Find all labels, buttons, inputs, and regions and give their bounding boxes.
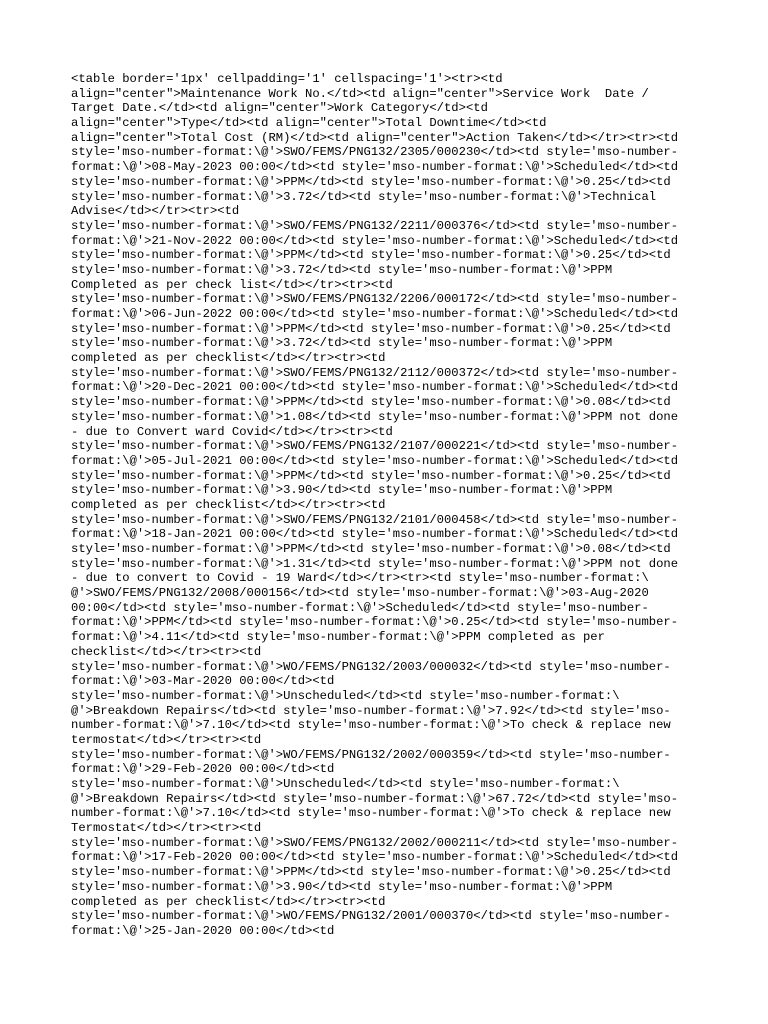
text-line: style='mso-number-format:\@'>3.90</td><td style='mso-number-format:\@'>PPM (71, 483, 613, 498)
text-line: format:\@'>06-Jun-2022 00:00</td><td style='mso-number-format:\@'>Scheduled</td><td (71, 307, 679, 321)
text-line: style='mso-number-format:\@'>1.08</td><td style='mso-number-format:\@'>PPM not done (71, 409, 679, 424)
text-line: format:\@'>PPM</td><td style='mso-number-format:\@'>0.25</td><td style='mso-number- (71, 615, 679, 630)
text-line: @'>Breakdown Repairs</td><td style='mso-number-format:\@'>67.72</td><td style='mso- (71, 791, 679, 806)
text-line: Termostat</td></tr><tr><td (71, 821, 262, 836)
text-line: style='mso-number-format:\@'>PPM</td><td style='mso-number-format:\@'>0.25</td><td (71, 468, 671, 483)
text-line: - due to convert to Covid - 19 Ward</td></tr><tr><td style='mso-number-format:\ (71, 571, 649, 586)
text-line: style='mso-number-format:\@'>1.31</td><td style='mso-number-format:\@'>PPM not done (71, 556, 679, 571)
text-line: format:\@'>03-Mar-2020 00:00</td><td (71, 674, 335, 689)
text-line: align="center">Total Cost (RM)</td><td align="center">Action Taken</td></tr><tr><td (71, 130, 679, 145)
text-line: style='mso-number-format:\@'>3.72</td><td style='mso-number-format:\@'>Technical (71, 189, 657, 204)
text-line: @'>Breakdown Repairs</td><td style='mso-number-format:\@'>7.92</td><td style='mso- (71, 703, 671, 718)
text-line: format:\@'>25-Jan-2020 00:00</td><td (71, 923, 335, 938)
text-line: number-format:\@'>7.10</td><td style='mso-number-format:\@'>To check & replace new (71, 718, 671, 733)
text-line: termostat</td></tr><tr><td (71, 732, 262, 747)
text-line: style='mso-number-format:\@'>SWO/FEMS/PNG132/2107/000221</td><td style='mso-number- (71, 439, 679, 454)
text-line: style='mso-number-format:\@'>PPM</td><td style='mso-number-format:\@'>0.08</td><td (71, 542, 671, 556)
text-line: style='mso-number-format:\@'>Unscheduled</td><td style='mso-number-format:\ (71, 688, 620, 703)
text-line: format:\@'>4.11</td><td style='mso-number-format:\@'>PPM completed as per (71, 630, 605, 645)
text-line: style='mso-number-format:\@'>3.72</td><td style='mso-number-format:\@'>PPM (71, 262, 613, 277)
text-line: style='mso-number-format:\@'>PPM</td><td style='mso-number-format:\@'>0.25</td><td (71, 248, 671, 263)
text-line: format:\@'>29-Feb-2020 00:00</td><td (71, 762, 335, 777)
text-line: style='mso-number-format:\@'>WO/FEMS/PNG132/2002/000359</td><td style='mso-number- (71, 747, 671, 762)
raw-html-text-document (71, 72, 711, 939)
text-line: format:\@'>17-Feb-2020 00:00</td><td style='mso-number-format:\@'>Scheduled</td><td (71, 850, 679, 865)
text-line: style='mso-number-format:\@'>SWO/FEMS/PNG132/2112/000372</td><td style='mso-number- (71, 365, 679, 380)
text-line: align="center">Maintenance Work No.</td><td align="center">Service Work Date / (71, 86, 649, 101)
text-line: style='mso-number-format:\@'>3.90</td><td style='mso-number-format:\@'>PPM (71, 879, 613, 894)
text-line: Advise</td></tr><tr><td (71, 204, 240, 219)
text-line: format:\@'>05-Jul-2021 00:00</td><td style='mso-number-format:\@'>Scheduled</td><td (71, 453, 679, 468)
text-line: style='mso-number-format:\@'>PPM</td><td style='mso-number-format:\@'>0.25</td><td (71, 174, 671, 189)
text-line: style='mso-number-format:\@'>SWO/FEMS/PNG132/2206/000172</td><td style='mso-number- (71, 292, 679, 307)
text-line: style='mso-number-format:\@'>SWO/FEMS/PNG132/2101/000458</td><td style='mso-number- (71, 512, 679, 527)
text-line: <table border='1px' cellpadding='1' cellspacing='1'><tr><td (71, 72, 503, 86)
text-line: - due to Convert ward Covid</td></tr><tr><td (71, 424, 393, 439)
text-line: style='mso-number-format:\@'>SWO/FEMS/PNG132/2211/000376</td><td style='mso-number- (71, 218, 679, 233)
text-line: style='mso-number-format:\@'>PPM</td><td style='mso-number-format:\@'>0.08</td><td (71, 395, 671, 410)
text-line: Completed as per check list</td></tr><tr><td (71, 277, 393, 292)
text-line: style='mso-number-format:\@'>Unscheduled</td><td style='mso-number-format:\ (71, 777, 620, 791)
text-line: style='mso-number-format:\@'>SWO/FEMS/PNG132/2305/000230</td><td style='mso-number- (71, 145, 679, 160)
text-line: format:\@'>21-Nov-2022 00:00</td><td style='mso-number-format:\@'>Scheduled</td><td (71, 233, 679, 248)
text-line: align="center">Type</td><td align="center">Total Downtime</td><td (71, 116, 547, 131)
text-line: format:\@'>18-Jan-2021 00:00</td><td style='mso-number-format:\@'>Scheduled</td><td (71, 527, 679, 542)
text-line: completed as per checklist</td></tr><tr><td (71, 351, 386, 366)
text-line: format:\@'>20-Dec-2021 00:00</td><td style='mso-number-format:\@'>Scheduled</td><td (71, 380, 679, 395)
text-line: completed as per checklist</td></tr><tr><td (71, 497, 386, 512)
text-line: style='mso-number-format:\@'>PPM</td><td style='mso-number-format:\@'>0.25</td><td (71, 321, 671, 336)
text-line: style='mso-number-format:\@'>SWO/FEMS/PNG132/2002/000211</td><td style='mso-number- (71, 835, 679, 850)
text-line: style='mso-number-format:\@'>PPM</td><td style='mso-number-format:\@'>0.25</td><td (71, 865, 671, 880)
text-line: @'>SWO/FEMS/PNG132/2008/000156</td><td style='mso-number-format:\@'>03-Aug-2020 (71, 586, 649, 601)
text-line: style='mso-number-format:\@'>WO/FEMS/PNG132/2001/000370</td><td style='mso-number- (71, 909, 671, 924)
text-line: style='mso-number-format:\@'>WO/FEMS/PNG132/2003/000032</td><td style='mso-number- (71, 659, 671, 674)
text-line: style='mso-number-format:\@'>3.72</td><td style='mso-number-format:\@'>PPM (71, 336, 613, 351)
text-line: 00:00</td><td style='mso-number-format:\@'>Scheduled</td><td style='mso-number- (71, 600, 649, 615)
text-line: number-format:\@'>7.10</td><td style='mso-number-format:\@'>To check & replace new (71, 806, 671, 821)
text-line: completed as per checklist</td></tr><tr><td (71, 894, 386, 909)
text-line: checklist</td></tr><tr><td (71, 644, 262, 659)
text-line: Target Date.</td><td align="center">Work Category</td><td (71, 101, 488, 116)
text-line: format:\@'>08-May-2023 00:00</td><td style='mso-number-format:\@'>Scheduled</td><td (71, 160, 679, 175)
